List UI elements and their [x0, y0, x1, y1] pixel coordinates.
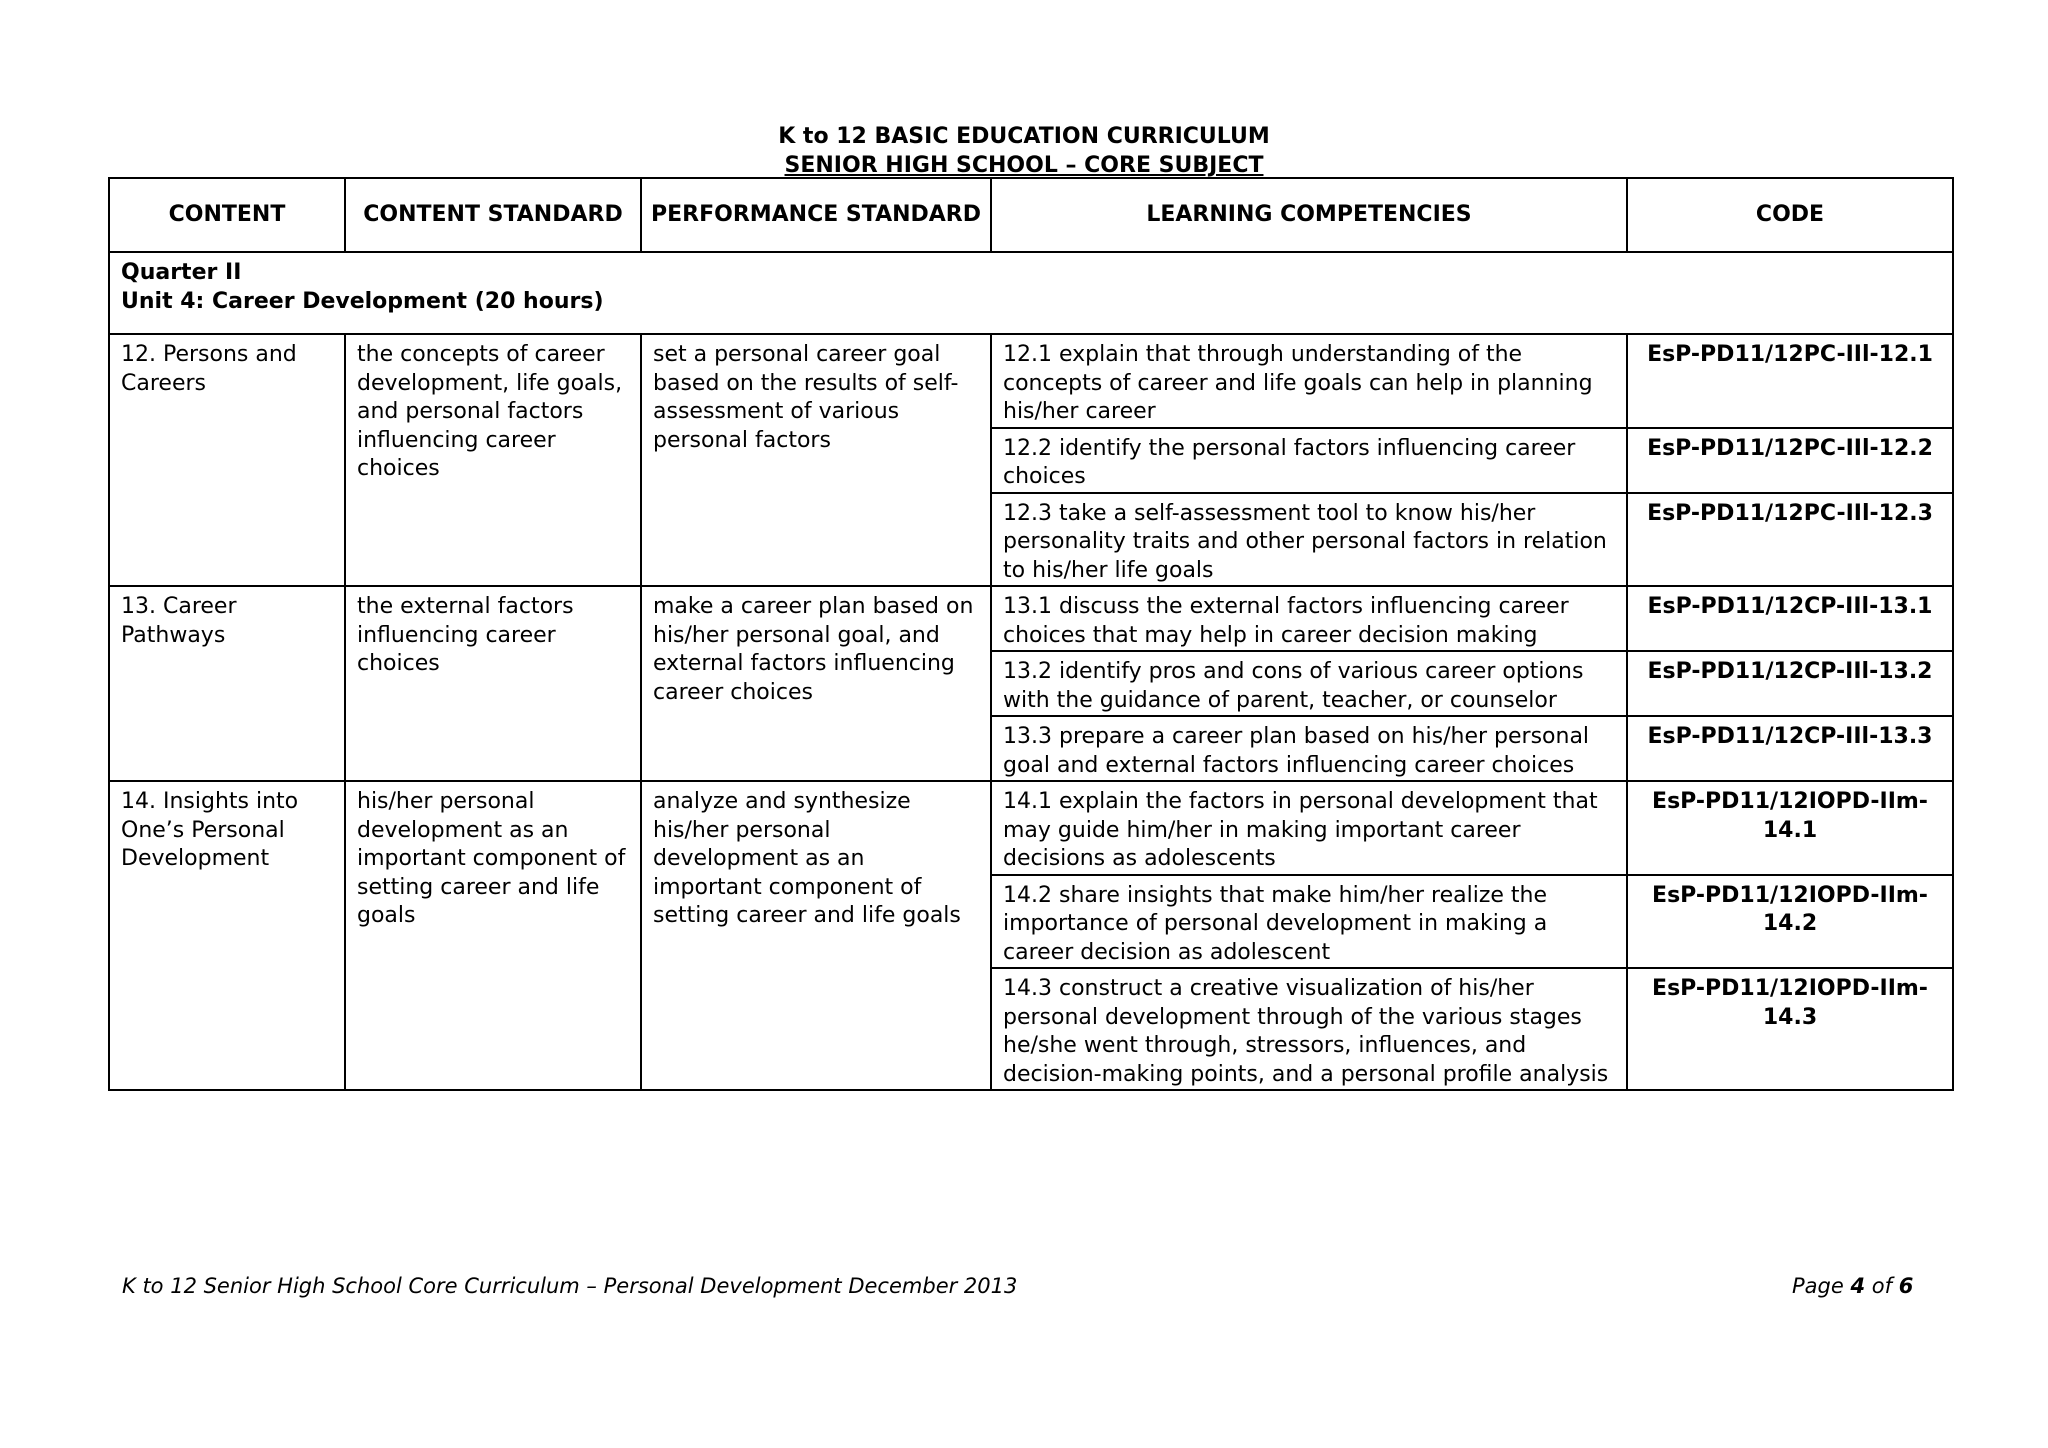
header-row — [109, 178, 1953, 252]
competency-cell: 14.2 share insights that make him/her realize the importance of personal development in making a career decision as adolescent — [991, 875, 1627, 969]
table-row — [109, 334, 1953, 428]
competency-cell: 13.2 identify pros and cons of various career options with the guidance of parent, teacher, or counselor — [991, 651, 1627, 716]
curriculum-table — [108, 177, 1954, 1091]
competency-cell: 13.3 prepare a career plan based on his/her personal goal and external factors influencing career choices — [991, 716, 1627, 781]
code-cell: EsP-PD11/12CP-IIl-13.1 — [1627, 586, 1953, 651]
quarter-cell — [109, 252, 1953, 334]
code-cell: EsP-PD11/12CP-IIl-13.3 — [1627, 716, 1953, 781]
competency-cell: 12.3 take a self-assessment tool to know his/her personality traits and other personal factors in relation to his/her life goals — [991, 493, 1627, 587]
code-cell: EsP-PD11/12IOPD-IIm-14.2 — [1627, 875, 1953, 969]
page-number — [1792, 1274, 1913, 1298]
competency-cell: 12.2 identify the personal factors influencing career choices — [991, 428, 1627, 493]
table-row — [109, 781, 1953, 875]
code-cell: EsP-PD11/12PC-IIl-12.3 — [1627, 493, 1953, 587]
column-header-performance-standard: PERFORMANCE STANDARD — [641, 178, 991, 252]
code-cell: EsP-PD11/12IOPD-IIm-14.3 — [1627, 968, 1953, 1090]
code-cell: EsP-PD11/12PC-IIl-12.1 — [1627, 334, 1953, 428]
competency-cell: 12.1 explain that through understanding of the concepts of career and life goals can help in planning his/her career — [991, 334, 1627, 428]
table-row — [109, 586, 1953, 651]
quarter-title: Quarter II — [121, 260, 242, 285]
content-cell: 14. Insights into One’s Personal Development — [109, 781, 345, 1090]
content-standard-cell: the external factors influencing career choices — [345, 586, 641, 781]
column-header-content-standard: CONTENT STANDARD — [345, 178, 641, 252]
column-header-content: CONTENT — [109, 178, 345, 252]
unit-title: Unit 4: Career Development (20 hours) — [121, 288, 604, 314]
code-cell: EsP-PD11/12IOPD-IIm-14.1 — [1627, 781, 1953, 875]
column-header-learning-competencies: LEARNING COMPETENCIES — [991, 178, 1627, 252]
content-standard-cell: his/her personal development as an important component of setting career and life goals — [345, 781, 641, 1090]
code-cell: EsP-PD11/12PC-IIl-12.2 — [1627, 428, 1953, 493]
curriculum-subtitle: SENIOR HIGH SCHOOL – CORE SUBJECT — [784, 153, 1264, 178]
content-cell: 13. Career Pathways — [109, 586, 345, 781]
curriculum-title: K to 12 BASIC EDUCATION CURRICULUM — [778, 124, 1270, 149]
content-standard-cell: the concepts of career development, life goals, and personal factors influencing career choices — [345, 334, 641, 586]
performance-standard-cell: analyze and synthesize his/her personal development as an important component of setting career and life goals — [641, 781, 991, 1090]
page-total: 6 — [1898, 1274, 1914, 1298]
footer-document-title: K to 12 Senior High School Core Curriculum – Personal Development December 2013 — [122, 1274, 1018, 1298]
quarter-row — [109, 252, 1953, 334]
competency-cell: 13.1 discuss the external factors influencing career choices that may help in career decision making — [991, 586, 1627, 651]
page-prefix: Page — [1792, 1274, 1851, 1298]
page-of: of — [1865, 1274, 1899, 1298]
performance-standard-cell: make a career plan based on his/her personal goal, and external factors influencing career choices — [641, 586, 991, 781]
competency-cell: 14.3 construct a creative visualization of his/her personal development through of the various stages he/she went through, stressors, influences, and decision-making points, and a personal profile analysis — [991, 968, 1627, 1090]
performance-standard-cell: set a personal career goal based on the results of self-assessment of various personal factors — [641, 334, 991, 586]
content-cell: 12. Persons and Careers — [109, 334, 345, 586]
column-header-code: CODE — [1627, 178, 1953, 252]
competency-cell: 14.1 explain the factors in personal development that may guide him/her in making important career decisions as adolescents — [991, 781, 1627, 875]
code-cell: EsP-PD11/12CP-IIl-13.2 — [1627, 651, 1953, 716]
page-current: 4 — [1850, 1274, 1866, 1298]
